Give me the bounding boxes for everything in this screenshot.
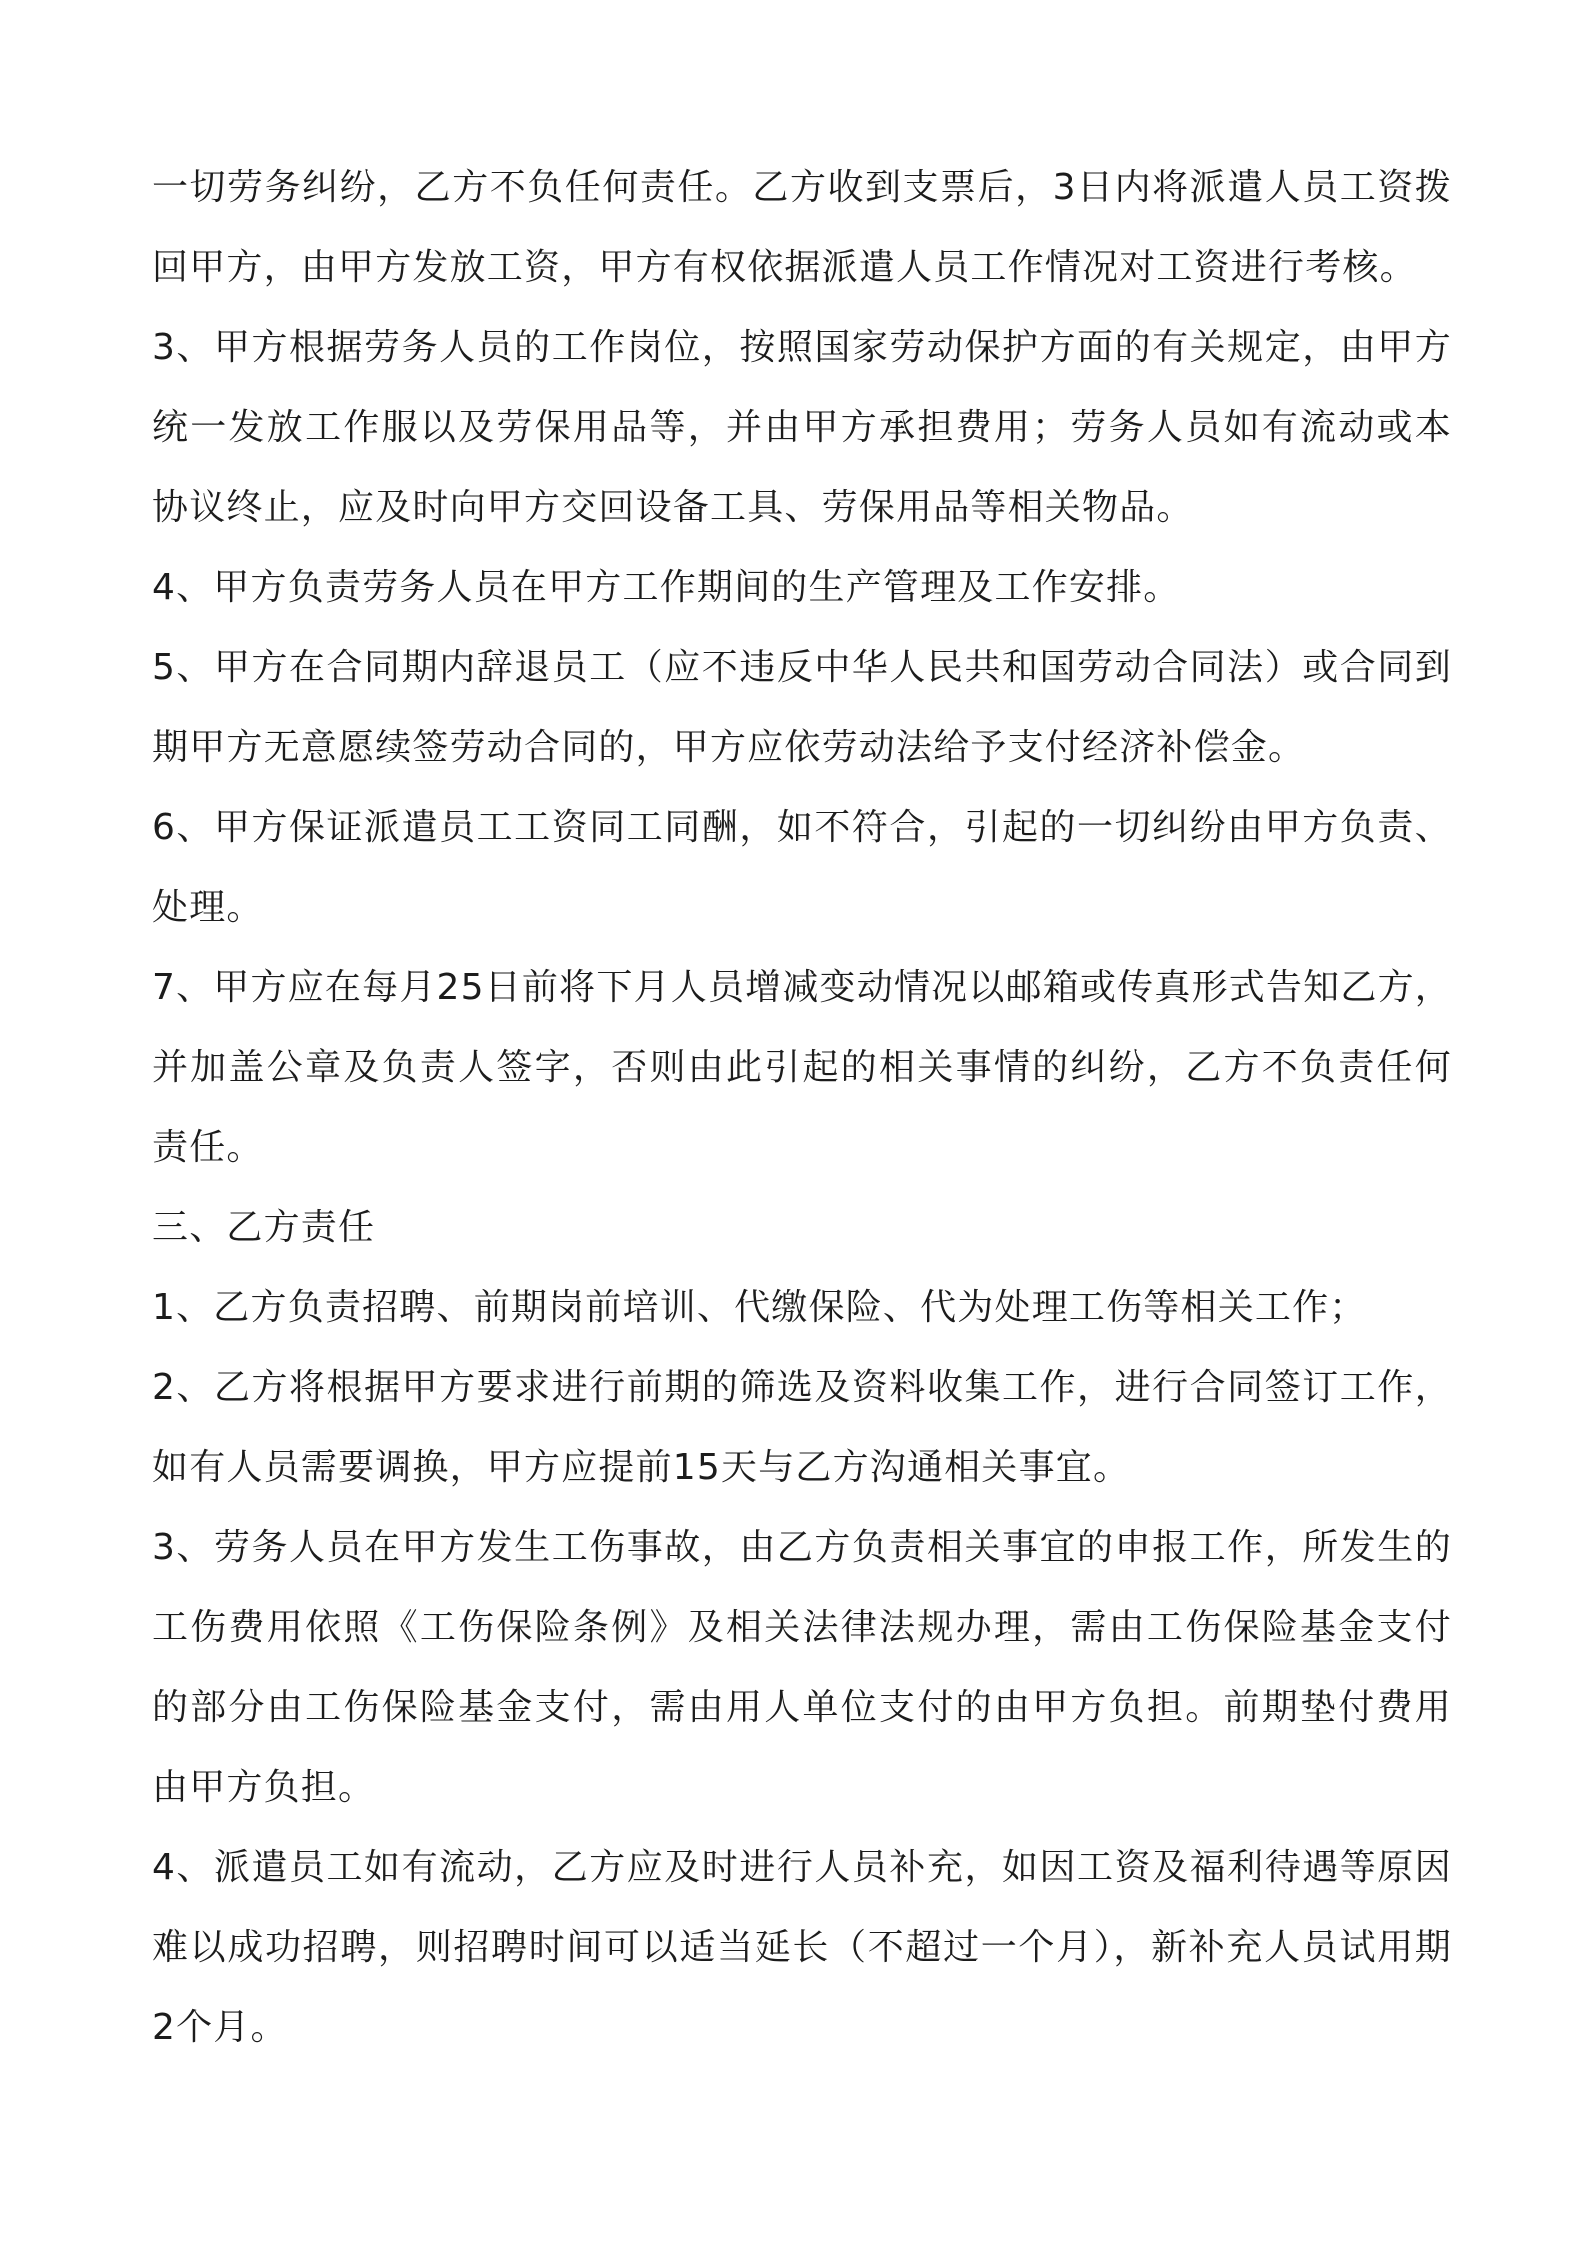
paragraph-clause-5-dismissal-compensation: 5、甲方在合同期内辞退员工（应不违反中华人民共和国劳动合同法）或合同到期甲方无意愿续签劳动合同的，甲方应依劳动法给予支付经济补偿金。: [152, 647, 1452, 768]
paragraph-clause-7-monthly-notice: 7、甲方应在每月25日前将下月人员增减变动情况以邮箱或传真形式告知乙方，并加盖公章及负责人签字，否则由此引起的相关事情的纠纷，乙方不负责任何责任。: [152, 967, 1452, 1168]
paragraph-b-clause-3-work-injury: 3、劳务人员在甲方发生工伤事故，由乙方负责相关事宜的申报工作，所发生的工伤费用依照《工伤保险条例》及相关法律法规办理，需由工伤保险基金支付的部分由工伤保险基金支付，需由用人单位支付的由甲方负担。前期垫付费用由甲方负担。: [152, 1527, 1452, 1808]
paragraph-b-clause-4-staff-replacement: 4、派遣员工如有流动，乙方应及时进行人员补充，如因工资及福利待遇等原因难以成功招聘，则招聘时间可以适当延长（不超过一个月），新补充人员试用期2个月。: [152, 1847, 1452, 2048]
section-heading-party-b-responsibility: 三、乙方责任: [152, 1207, 376, 1248]
paragraph-b-clause-1-recruitment: 1、乙方负责招聘、前期岗前培训、代缴保险、代为处理工伤等相关工作；: [152, 1287, 1367, 1328]
paragraph-wage-disbursement: 一切劳务纠纷，乙方不负任何责任。乙方收到支票后，3日内将派遣人员工资拨回甲方，由甲方发放工资，甲方有权依据派遣人员工作情况对工资进行考核。: [152, 167, 1452, 288]
paragraph-clause-4-production-management: 4、甲方负责劳务人员在甲方工作期间的生产管理及工作安排。: [152, 567, 1181, 608]
paragraph-clause-3-protective-equipment: 3、甲方根据劳务人员的工作岗位，按照国家劳动保护方面的有关规定，由甲方统一发放工作服以及劳保用品等，并由甲方承担费用；劳务人员如有流动或本协议终止，应及时向甲方交回设备工具、劳保用品等相关物品。: [152, 327, 1452, 528]
paragraph-clause-6-equal-pay: 6、甲方保证派遣员工工资同工同酬，如不符合，引起的一切纠纷由甲方负责、处理。: [152, 807, 1452, 928]
document-body: [152, 148, 1452, 2068]
paragraph-b-clause-2-screening: 2、乙方将根据甲方要求进行前期的筛选及资料收集工作，进行合同签订工作，如有人员需要调换，甲方应提前15天与乙方沟通相关事宜。: [152, 1367, 1452, 1488]
